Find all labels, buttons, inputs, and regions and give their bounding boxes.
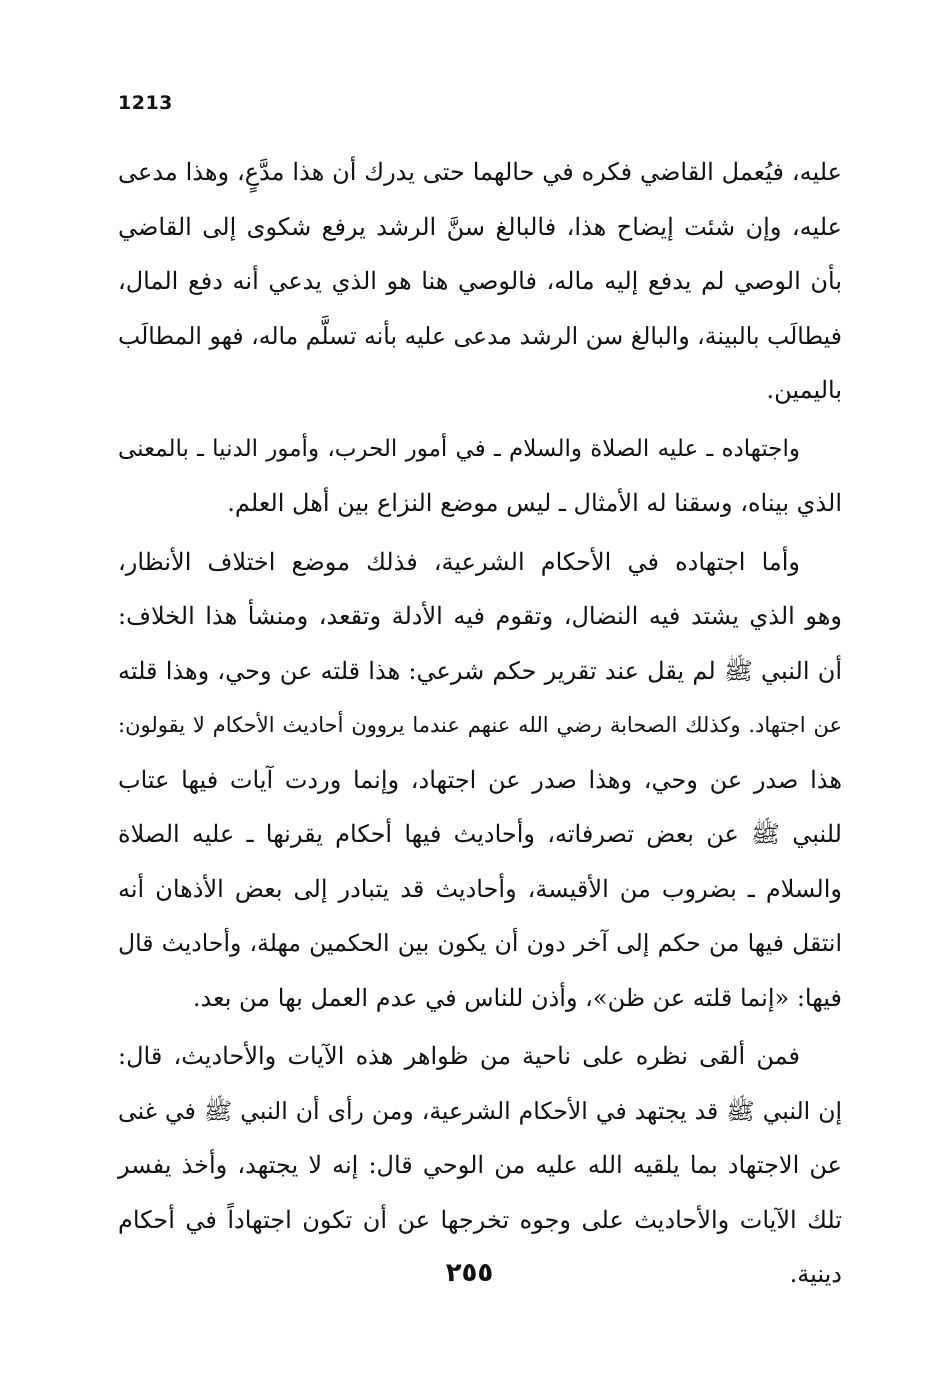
text-line: فيها: «إنما قلته عن ظن»، وأذن للناس في عدم العمل بها من بعد.: [192, 983, 842, 1012]
text-line: عن الاجتهاد بما يلقيه الله عليه من الوحي قال: إنه لا يجتهد، وأخذ يفسر: [118, 1151, 842, 1179]
text-line: عن اجتهاد. وكذلك الصحابة رضي الله عنهم عندما يروون أحاديث الأحكام لا يقولون:: [118, 713, 842, 737]
text-line: أن النبي ﷺ لم يقل عند تقرير حكم شرعي: هذا قلته عن وحي، وهذا قلته: [118, 656, 842, 685]
text-line: هذا صدر عن وحي، وهذا صدر عن اجتهاد، وإنما وردت آيات فيها عتاب: [118, 765, 842, 794]
text-line: باليمين.: [766, 376, 842, 404]
text-line: انتقل فيها من حكم إلى آخر دون أن يكون بين الحكمين مهلة، وأحاديث قال: [118, 929, 842, 957]
footer-page-number: ٢٥٥: [445, 1258, 494, 1288]
text-line: وهو الذي يشتد فيه النضال، وتقوم فيه الأدلة وتقعد، ومنشأ هذا الخلاف:: [118, 602, 842, 630]
text-line: الذي بيناه، وسقنا له الأمثال ـ ليس موضع النزاع بين أهل العلم.: [227, 489, 842, 517]
paragraph: [118, 535, 842, 1026]
text-line: تلك الآيات والأحاديث على وجوه تخرجها عن أن تكون اجتهاداً في أحكام: [118, 1205, 842, 1234]
paragraph: [118, 422, 842, 531]
text-line: للنبي ﷺ عن بعض تصرفاته، وأحاديث فيها أحكام يقرنها ـ عليه الصلاة: [118, 820, 842, 848]
text-line: فيطالَب بالبينة، والبالغ سن الرشد مدعى عليه بأنه تسلَّم ماله، فهو المطالَب: [118, 321, 842, 350]
text-line: واجتهاده ـ عليه الصلاة والسلام ـ في أمور الحرب، وأمور الدنيا ـ بالمعنى: [118, 435, 800, 462]
body-text: [118, 145, 842, 1302]
paragraph: [118, 145, 842, 418]
header-page-number: 1213: [118, 92, 173, 114]
text-line: إن النبي ﷺ قد يجتهد في الأحكام الشرعية، ومن رأى أن النبي ﷺ في غنى: [118, 1096, 842, 1125]
text-line: فمن ألقى نظره على ناحية من ظواهر هذه الآيات والأحاديث، قال:: [118, 1042, 800, 1070]
text-line: وأما اجتهاده في الأحكام الشرعية، فذلك موضع اختلاف الأنظار،: [118, 547, 800, 576]
text-line: بأن الوصي لم يدفع إليه ماله، فالوصي هنا هو الذي يدعي أنه دفع المال،: [118, 267, 842, 295]
text-line: عليه، فيُعمل القاضي فكره في حالهما حتى يدرك أن هذا مدَّعٍ، وهذا مدعى: [118, 158, 842, 186]
text-line: والسلام ـ بضروب من الأقيسة، وأحاديث قد يتبادر إلى بعض الأذهان أنه: [118, 874, 842, 903]
text-line: دينية.: [789, 1260, 842, 1288]
text-line: عليه، وإن شئت إيضاح هذا، فالبالغ سنَّ الرشد يرفع شكوى إلى القاضي: [118, 212, 842, 241]
